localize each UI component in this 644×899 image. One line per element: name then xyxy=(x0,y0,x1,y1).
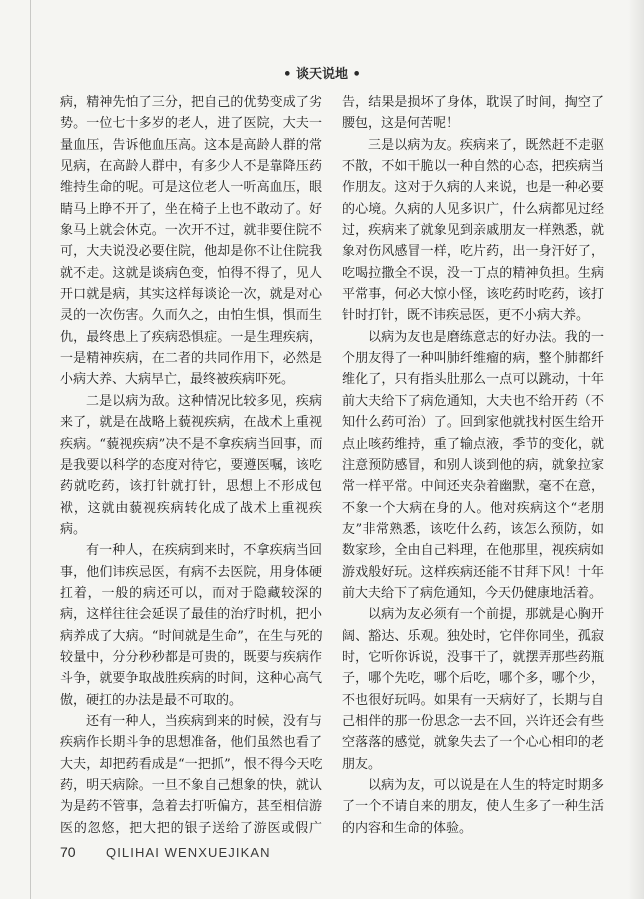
text-line: 的内容和生命的体验。 xyxy=(342,820,473,836)
text-line: 病。 xyxy=(60,521,87,537)
text-line: 前大夫给下了病危通知，大夫也不给开药（不 xyxy=(342,393,604,409)
text-line: 二是以病为敌。这种情况比较多见，疾病 xyxy=(86,393,322,409)
text-line: 象对伤风感冒一样，吃片药，出一身汗好了， xyxy=(342,244,604,260)
text-line: 病，精神先怕了三分，把自己的优势变成了劣 xyxy=(60,95,322,110)
text-line: 睛马上睁不开了，坐在椅子上也不敢动了。好 xyxy=(60,201,322,217)
text-line: 友”非常熟悉，该吃什么药，该怎么预防，如 xyxy=(342,521,604,537)
text-line: 注意预防感冒，和别人谈到他的病，就象拉家 xyxy=(342,457,604,473)
left-column xyxy=(60,92,322,839)
text-line: 数家珍，全由自己料理，在他那里，视疾病如 xyxy=(342,543,604,559)
text-line: 药就吃药，该打针就打针，思想上不形成包 xyxy=(60,479,322,495)
text-line: 量血压，告诉他血压高。这本是高龄人群的常 xyxy=(60,137,322,153)
scan-edge-line xyxy=(30,0,31,899)
text-line: 还有一种人，当疾病到来的时候，没有与 xyxy=(86,713,322,729)
magazine-name: QILIHAI WENXUEJIKAN xyxy=(106,845,271,860)
text-line: 不散，不如干脆以一种自然的心态，把疾病当 xyxy=(342,159,604,175)
text-line: 了一个不请自来的朋友，使人生多了一种生活 xyxy=(342,799,604,815)
text-line: 个朋友得了一种叫肺纤维瘤的病，整个肺都纤 xyxy=(342,351,604,367)
text-line: 常一样平常。中间还夹杂着幽默，毫不在意， xyxy=(342,479,604,495)
text-line: 事，他们讳疾忌医，有病不去医院，用身体硬 xyxy=(60,564,322,580)
text-line: 一是精神疾病，在二者的共同作用下，必然是 xyxy=(60,351,322,367)
text-line: 不也很好玩吗。如果有一天病好了，长期与自 xyxy=(342,692,604,708)
text-line: 阔、豁达、乐观。独处时，它伴你同坐，孤寂 xyxy=(342,628,604,644)
text-line: 扛着，一般的病还可以，而对于隐藏较深的 xyxy=(60,585,322,601)
text-line: 子，哪个先吃，哪个后吃，哪个多，哪个少， xyxy=(342,671,604,687)
paragraph xyxy=(342,135,604,327)
text-line: 作朋友。这对于久病的人来说，也是一种必要 xyxy=(342,180,604,196)
text-line: 知什么药可治）了。回到家他就找村医生给开 xyxy=(342,415,604,431)
text-line: 告，结果是损坏了身体，耽误了时间，掏空了 xyxy=(342,95,604,110)
text-line: 时，它听你诉说，没事干了，就摆弄那些药瓶 xyxy=(342,649,604,665)
text-line: 疾病。“藐视疾病”决不是不拿疾病当回事，而 xyxy=(60,436,322,452)
text-line: 仇，最终患上了疾病恐惧症。一是生理疾病， xyxy=(60,329,322,345)
text-line: 腰包，这是何苦呢！ xyxy=(342,116,460,132)
text-line: 来了，就是在战略上藐视疾病，在战术上重视 xyxy=(60,415,322,431)
text-line: 病养成了大病。“时间就是生命”，在生与死的 xyxy=(60,628,322,644)
text-line: 维化了，只有指头肚那么一点可以跳动，十年 xyxy=(342,372,604,388)
paragraph xyxy=(342,327,604,604)
text-line: 疾病作长期斗争的思想准备，他们虽然也看了 xyxy=(60,735,322,751)
text-line: 病，这样往往会延误了最佳的治疗时机，把小 xyxy=(60,607,322,623)
text-line: 医的忽悠，把大把的银子送给了游医或假广 xyxy=(60,820,322,836)
text-line: 平常事，何必大惊小怪，该吃药时吃药，该打 xyxy=(342,287,604,303)
text-line: 游戏般好玩。这样疾病还能不甘拜下风！十年 xyxy=(342,564,604,580)
text-line: 傲，硬扛的办法是最不可取的。 xyxy=(60,692,243,708)
text-line: 前大夫给下了病危通知，今天仍健康地活着。 xyxy=(342,585,603,601)
text-line: 象马上就会休克。一次开不过，就非要住院不 xyxy=(60,223,322,239)
text-line: 药，明天病除。一旦不象自己想象的快，就认 xyxy=(60,778,322,793)
text-line: 就不走。这就是谈病色变，怕得不得了，见人 xyxy=(60,265,322,281)
paragraph xyxy=(60,711,322,839)
paragraph xyxy=(342,775,604,839)
paragraph xyxy=(60,540,322,711)
paragraph xyxy=(60,92,322,391)
text-line: 维持生命的呢。可是这位老人一听高血压，眼 xyxy=(60,180,322,196)
text-line: 三是以病为友。疾病来了，既然赶不走驱 xyxy=(368,137,604,153)
text-line: 大夫，却把药看成是“一把抓”，恨不得今天吃 xyxy=(60,756,322,772)
text-line: 吃喝拉撒全不误，没一丁点的精神负担。生病 xyxy=(342,265,604,281)
text-line: 见病，在高龄人群中，有多少人不是靠降压药 xyxy=(60,159,322,175)
text-line: 为是药不管事，急着去打听偏方，甚至相信游 xyxy=(60,799,322,815)
page-number: 70 xyxy=(60,844,76,860)
text-line: 的心境。久病的人见多识广，什么病都见过经 xyxy=(342,201,604,217)
text-line: 是我要以科学的态度对待它，要遵医嘱，该吃 xyxy=(60,457,322,473)
text-line: 己相伴的那一份思念一去不回，兴许还会有些 xyxy=(342,713,604,729)
text-line: 过，疾病来了就象见到亲戚朋友一样熟悉，就 xyxy=(342,223,604,239)
paragraph xyxy=(342,604,604,775)
text-line: 以病为友必须有一个前提，那就是心胸开 xyxy=(368,607,604,623)
section-header: • 谈天说地 • xyxy=(283,67,361,82)
text-line: 势。一位七十多岁的老人，进了医院，大夫一 xyxy=(60,116,322,132)
text-line: 朋友。 xyxy=(342,756,382,772)
text-line: 空落落的感觉，就象失去了一个心心相印的老 xyxy=(342,735,604,751)
text-line: 灵的一次伤害。久而久之，由怕生惧，惧而生 xyxy=(60,308,322,324)
text-line: 有一种人，在疾病到来时，不拿疾病当回 xyxy=(86,543,322,559)
text-line: 小病大养、大病早亡，最终被疾病吓死。 xyxy=(60,372,295,388)
text-line: 斗争，就要争取战胜疾病的时间，这种心高气 xyxy=(60,671,322,687)
paragraph xyxy=(342,92,604,135)
text-line: 不象一个大病在身的人。他对疾病这个“老朋 xyxy=(342,500,604,516)
scan-edge-shadow xyxy=(628,0,644,899)
text-line: 开口就是病，其实这样每谈论一次，就是对心 xyxy=(60,287,322,303)
paragraph xyxy=(60,391,322,540)
text-line: 针时打针，既不讳疾忌医，更不小病大养。 xyxy=(342,308,590,324)
text-line: 较量中，分分秒秒都是可贵的，既要与疾病作 xyxy=(60,649,322,665)
text-line: 以病为友也是磨练意志的好办法。我的一 xyxy=(368,329,604,345)
text-line: 可，大夫说没必要住院，他却是你不让住院我 xyxy=(60,244,322,260)
right-column xyxy=(342,92,604,839)
text-line: 点止咳药维持，重了输点液，季节的变化，就 xyxy=(342,436,604,452)
text-line: 袱，这就由藐视疾病转化成了战术上重视疾 xyxy=(60,500,322,516)
text-line: 以病为友，可以说是在人生的特定时期多 xyxy=(368,778,604,793)
